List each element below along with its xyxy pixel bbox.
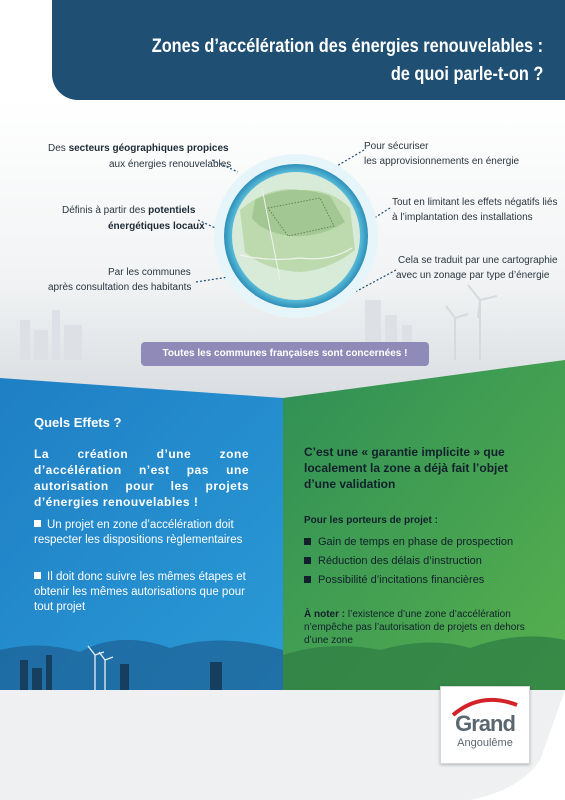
bullet-square-icon	[304, 538, 311, 545]
label-potentiels	[62, 204, 195, 217]
logo-grand-text: Grand	[455, 711, 515, 736]
left-bullet-1-text: Un projet en zone d’accélération doit respecter les dispositions règlementaires	[34, 519, 243, 546]
label-securiser: Pour sécuriser	[364, 141, 429, 152]
left-bullet-2-text: Il doit donc suivre les mêmes étapes et obtenir les mêmes autorisations que pour tout projet	[34, 571, 246, 613]
left-bullet-2	[34, 570, 264, 615]
right-bullet-2	[304, 554, 482, 568]
effets-heading: Quels Effets ?	[34, 415, 122, 430]
left-bullet-1	[34, 518, 264, 548]
note-body: l’existence d’une zone d’accélération n’empêche pas l’autorisation de projets en dehors d’une zone	[304, 609, 525, 646]
logo-angouleme-text: Angoulême	[457, 737, 513, 749]
bullet-square-icon	[34, 520, 41, 527]
label-potentiels-prefix: Définis à partir des	[62, 205, 149, 216]
left-lead-text: La création d’une zone d’accélération n’est pas une autorisation pour les projets d’énergies renouvelables !	[34, 447, 249, 509]
header-banner	[52, 0, 565, 100]
communes-banner: Toutes les communes françaises sont concernées !	[141, 342, 429, 366]
label-cartographie-line2: avec un zonage par type d’énergie	[396, 270, 550, 281]
label-secteurs-line2: aux énergies renouvelables	[109, 159, 232, 170]
right-bullet-2-text: Réduction des délais d’instruction	[318, 555, 482, 567]
label-cartographie: Cela se traduit par une cartographie	[398, 255, 558, 266]
right-bullet-3-text: Possibilité d’incitations financières	[318, 574, 485, 586]
label-communes: Par les communes	[108, 267, 191, 278]
label-secteurs	[48, 142, 229, 155]
label-potentiels-line2	[108, 220, 205, 233]
grand-angouleme-logo	[440, 686, 530, 764]
bullet-square-icon	[34, 572, 41, 579]
right-bullet-3	[304, 573, 484, 587]
label-effets-line2: à l’implantation des installations	[392, 212, 533, 223]
bullet-square-icon	[304, 557, 311, 564]
label-securiser-line2: les approvisionnements en énergie	[364, 156, 520, 167]
right-bullet-1	[304, 535, 513, 549]
label-communes-line2: après consultation des habitants	[48, 282, 192, 293]
page-title-line1: Zones d’accélération des énergies renouvelables :	[151, 36, 543, 57]
page-title-line2: de quoi parle-t-on ?	[390, 64, 543, 85]
label-effets: Tout en limitant les effets négatifs liés	[392, 197, 558, 208]
label-potentiels-bold2: énergétiques locaux	[108, 221, 205, 232]
label-secteurs-bold: secteurs géographiques propices	[68, 143, 229, 154]
note-label: À noter :	[304, 609, 346, 620]
right-lead-text: C’est une « garantie implicite » que localement la zone a déjà fait l’objet d’une validation	[304, 445, 509, 491]
label-potentiels-bold: potentiels	[148, 205, 196, 216]
right-bullet-1-text: Gain de temps en phase de prospection	[318, 536, 514, 548]
porteurs-heading: Pour les porteurs de projet :	[304, 515, 438, 526]
bullet-square-icon	[304, 576, 311, 583]
note-text	[304, 608, 536, 647]
label-secteurs-prefix: Des	[48, 143, 69, 154]
